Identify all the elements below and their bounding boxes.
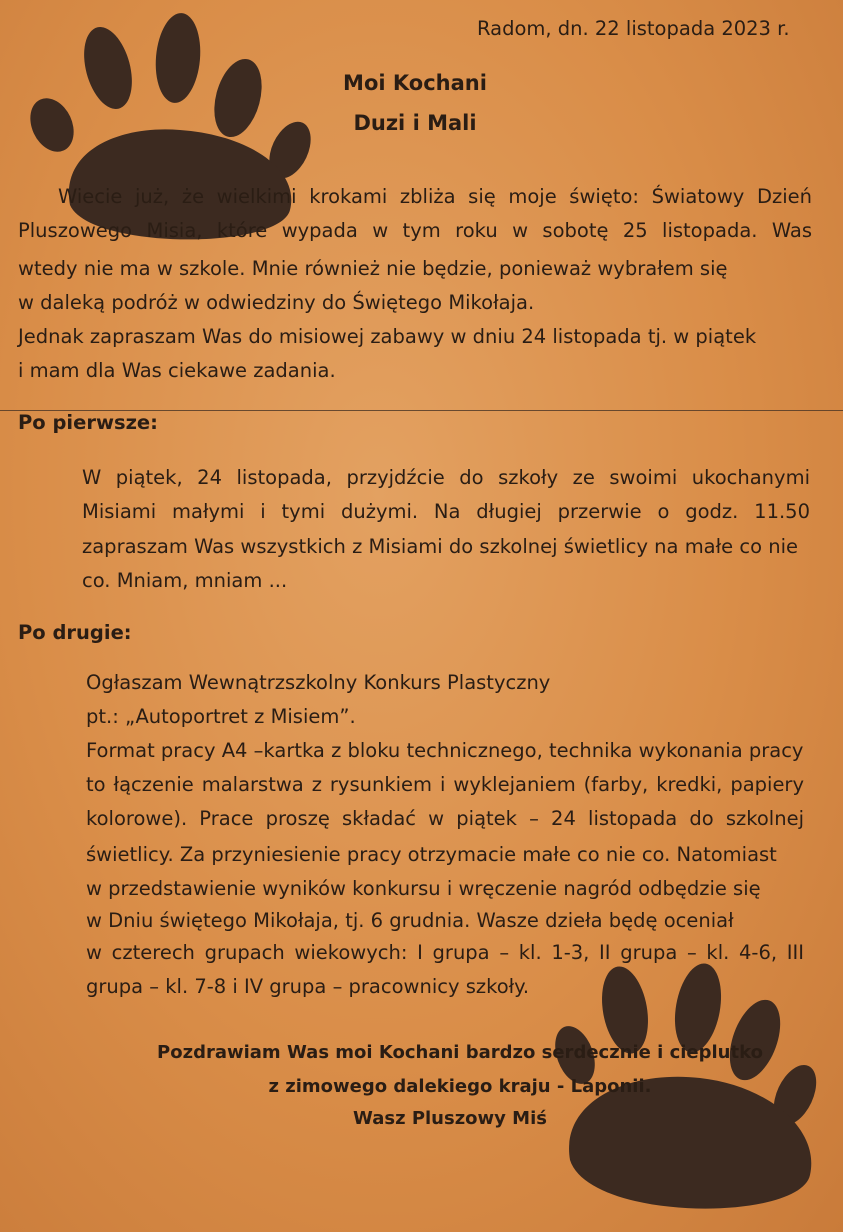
intro-line-2: Pluszowego Misia, które wypada w tym roku w sobotę 25 listopada. Was xyxy=(18,219,812,242)
intro-line-3: wtedy nie ma w szkole. Mnie również nie będzie, ponieważ wybrałem się xyxy=(18,257,728,280)
closing-line-2: z zimowego dalekiego kraju - Laponii. xyxy=(268,1076,652,1097)
section2-line-9: w czterech grupach wiekowych: I grupa – kl. 1-3, II grupa – kl. 4-6, III xyxy=(86,941,804,964)
signature: Wasz Pluszowy Miś xyxy=(353,1108,547,1129)
place-date: Radom, dn. 22 listopada 2023 r. xyxy=(477,17,790,40)
section2-line-10: grupa – kl. 7-8 i IV grupa – pracownicy szkoły. xyxy=(86,975,530,998)
section2-line-8: w Dniu świętego Mikołaja, tj. 6 grudnia. Wasze dzieła będę oceniał xyxy=(86,909,734,932)
greeting-line-1: Moi Kochani xyxy=(343,71,487,95)
section2-line-5: kolorowe). Prace proszę składać w piątek – 24 listopada do szkolnej xyxy=(86,807,804,830)
section1-heading: Po pierwsze: xyxy=(18,411,158,434)
section2-line-6: świetlicy. Za przyniesienie pracy otrzymacie małe co nie co. Natomiast xyxy=(86,843,777,866)
section1-line-3: zapraszam Was wszystkich z Misiami do szkolnej świetlicy na małe co nie xyxy=(82,535,798,558)
section1-line-1: W piątek, 24 listopada, przyjdźcie do szkoły ze swoimi ukochanymi xyxy=(82,466,810,489)
section1-line-2: Misiami małymi i tymi dużymi. Na długiej przerwie o godz. 11.50 xyxy=(82,500,810,523)
section2-line-1: Ogłaszam Wewnątrzszkolny Konkurs Plastyczny xyxy=(86,671,551,694)
closing-line-1: Pozdrawiam Was moi Kochani bardzo serdecznie i cieplutko xyxy=(157,1042,763,1063)
section2-line-7: w przedstawienie wyników konkursu i wręczenie nagród odbędzie się xyxy=(86,877,761,900)
intro-line-4: w daleką podróż w odwiedziny do Świętego Mikołaja. xyxy=(18,291,535,314)
section1-line-4: co. Mniam, mniam ... xyxy=(82,569,288,592)
intro-line-5: Jednak zapraszam Was do misiowej zabawy w dniu 24 listopada tj. w piątek xyxy=(18,325,757,348)
section2-line-4: to łączenie malarstwa z rysunkiem i wyklejaniem (farby, kredki, papiery xyxy=(86,773,804,796)
section2-line-3: Format pracy A4 –kartka z bloku technicznego, technika wykonania pracy xyxy=(86,739,804,762)
intro-line-1: Wiecie już, że wielkimi krokami zbliża się moje święto: Światowy Dzień xyxy=(58,185,812,208)
section2-line-2: pt.: „Autoportret z Misiem”. xyxy=(86,705,356,728)
intro-line-6: i mam dla Was ciekawe zadania. xyxy=(18,359,336,382)
section2-heading: Po drugie: xyxy=(18,621,132,644)
greeting-line-2: Duzi i Mali xyxy=(353,111,477,135)
